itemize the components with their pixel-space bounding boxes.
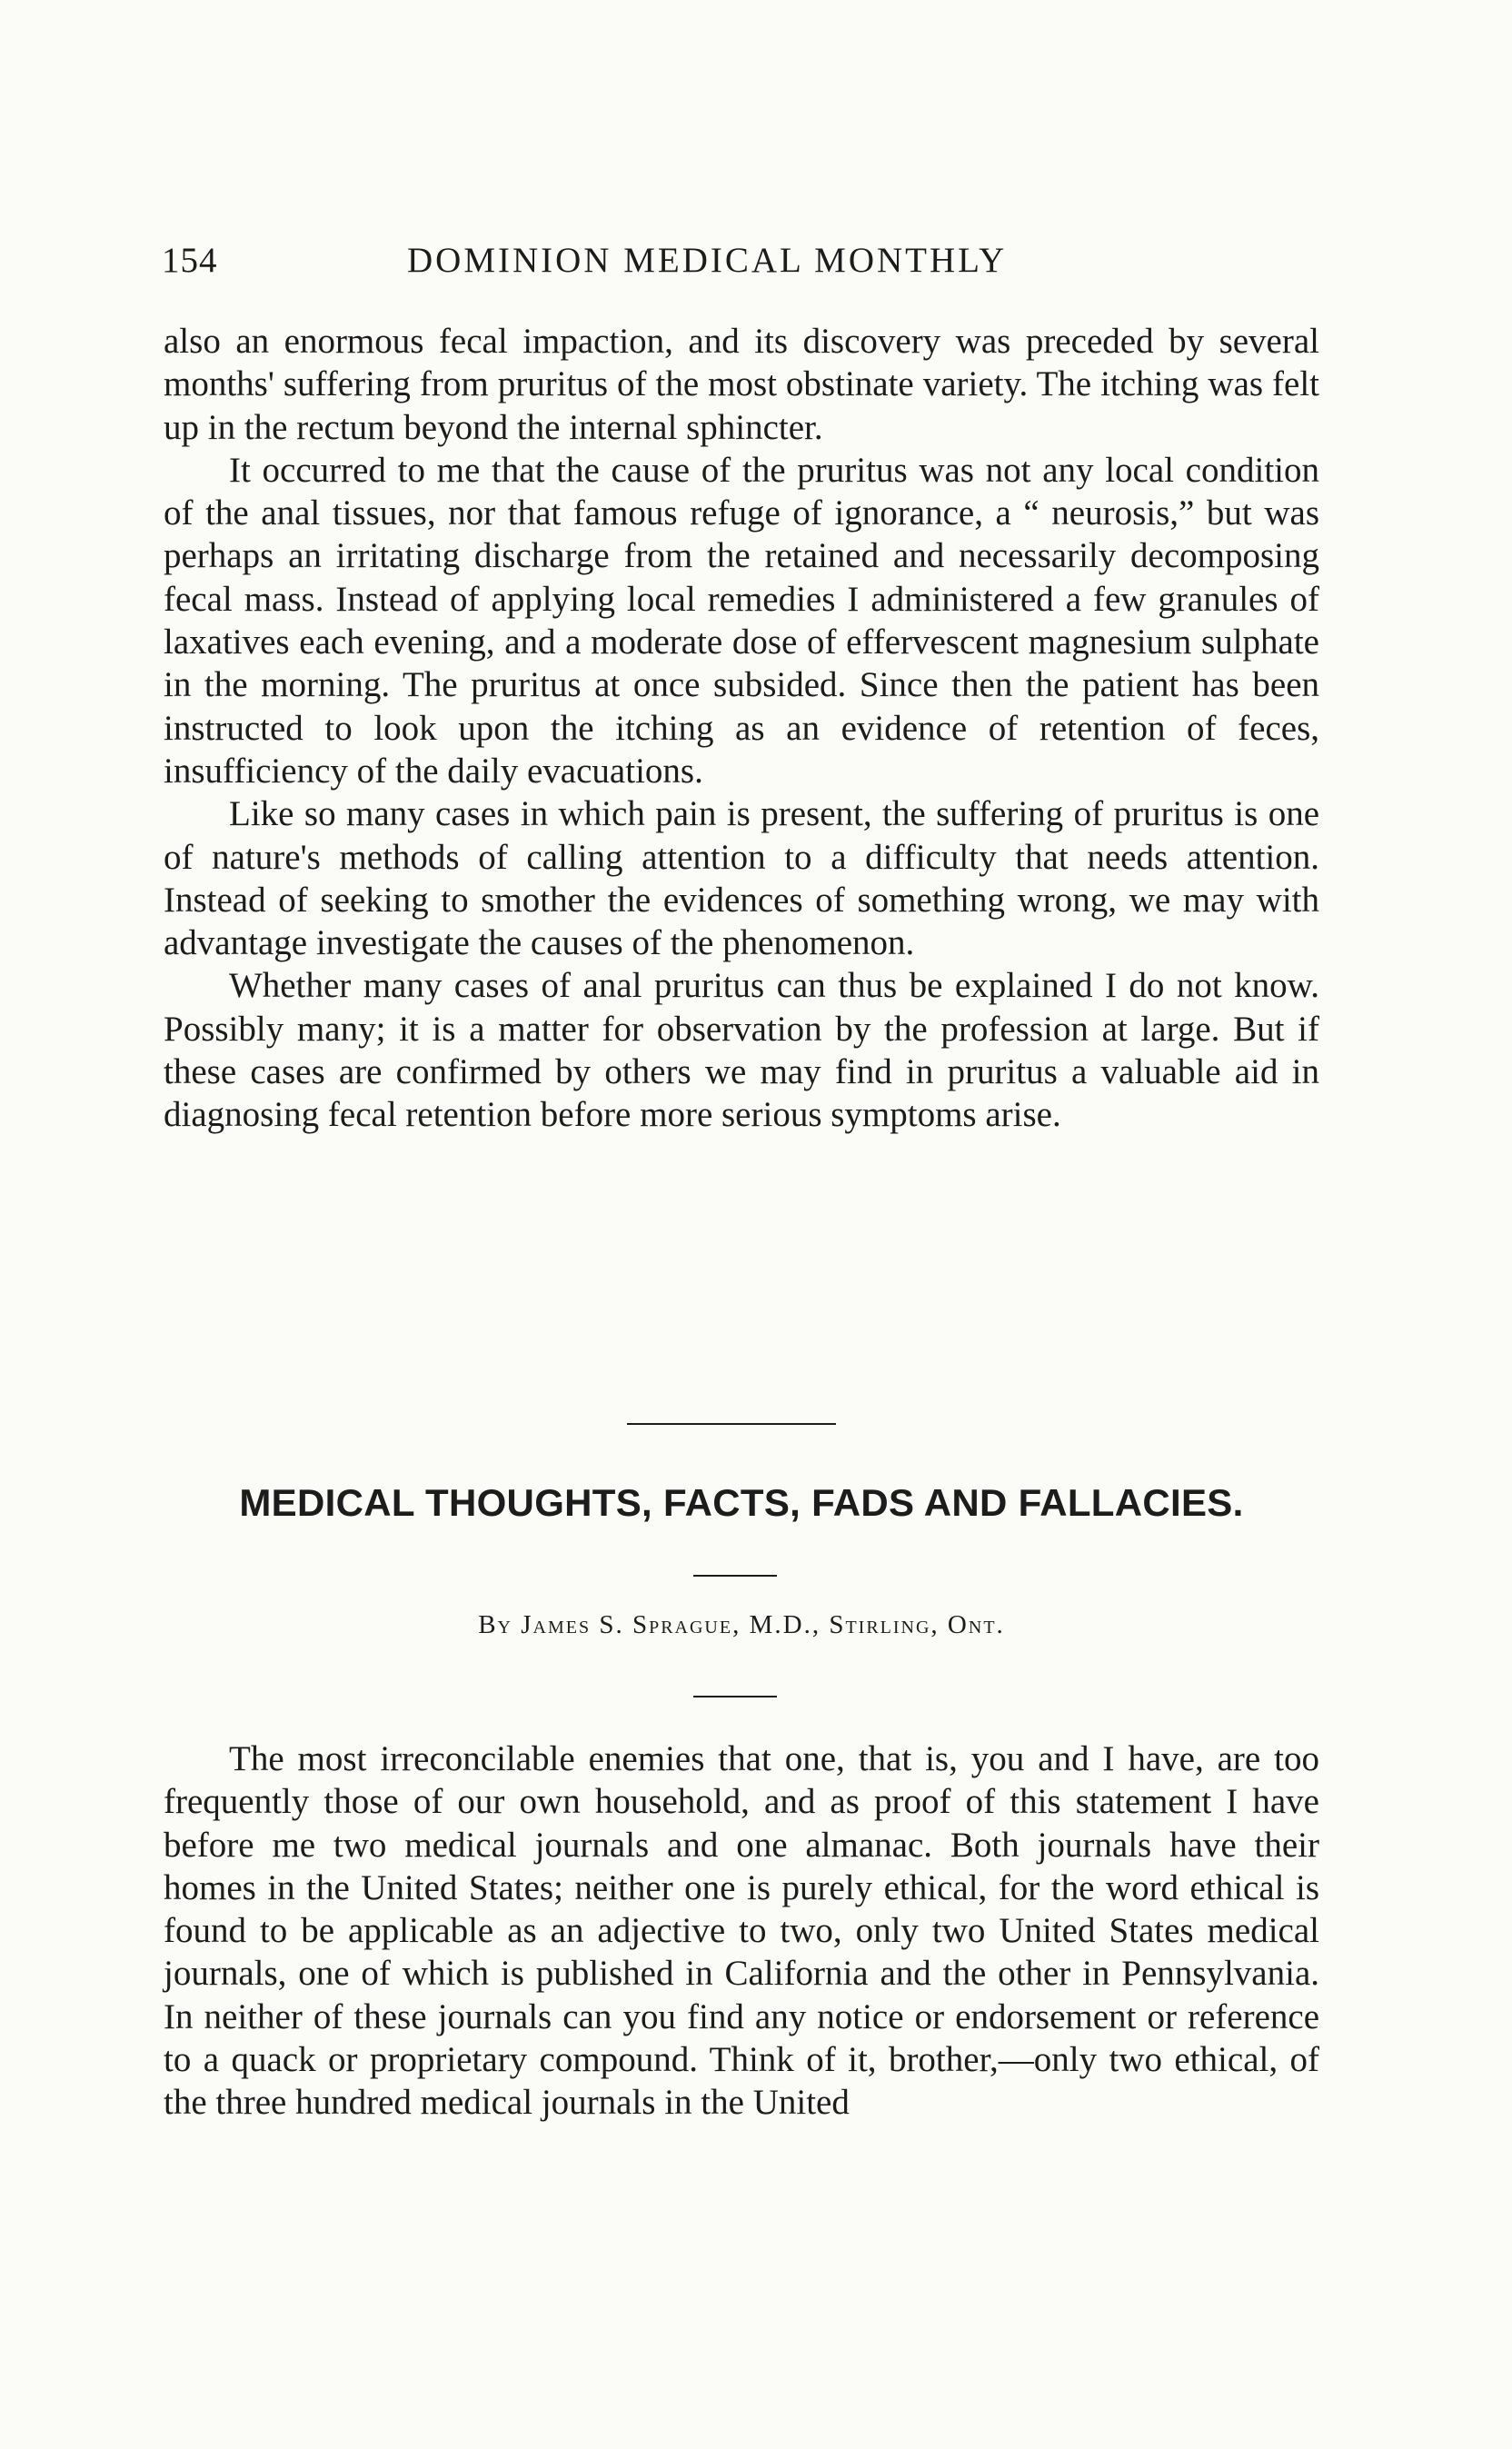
continued-article-body: [164, 320, 1319, 1137]
title-rule: [693, 1575, 777, 1577]
body-paragraph: Like so many cases in which pain is present, the suffering of pruritus is one of nature's methods of calling attention to a difficulty that needs attention. Instead of seeking to smother the evidences of something wrong, we may with advantage investigate the causes of the phenomenon.: [164, 794, 1319, 963]
article-paragraph: The most irreconcilable enemies that one, that is, you and I have, are too frequently those of our own household, and as proof of this statement I have before me two medical journals and one almanac. Both journals have their homes in the United States; neither one is purely ethical, for the word ethical is found to be applicable as an adjective to two, only two United States medical journals, one of which is published in California and the other in Pennsylvania. In neither of these journals can you find any notice or endorsement or reference to a quack or proprietary compound. Think of it, brother,—only two ethical, of the three hundred medical journals in the United: [164, 1739, 1319, 2123]
article-byline: By James S. Sprague, M.D., Stirling, Ont.: [478, 1610, 1005, 1639]
body-paragraph: It occurred to me that the cause of the pruritus was not any local condition of the anal tissues, nor that famous refuge of ignorance, a “ neurosis,” but was perhaps an irritating discharge from the retained and necessarily decomposing fecal mass. Instead of applying local remedies I administered a few granules of laxatives each evening, and a moderate dose of effervescent magnesium sulphate in the morning. The pruritus at once subsided. Since then the patient has been instructed to look upon the itching as an evidence of retention of feces, insufficiency of the daily evacuations.: [164, 450, 1319, 791]
page-number: 154: [162, 241, 218, 280]
running-head: [162, 238, 1070, 284]
article-title: MEDICAL THOUGHTS, FACTS, FADS AND FALLACIES.: [239, 1481, 1244, 1524]
article-body: [164, 1737, 1319, 2125]
body-paragraph: Whether many cases of anal pruritus can thus be explained I do not know. Possibly many; it is a matter for observation by the profession at large. But if these cases are confirmed by others we may find in pruritus a valuable aid in diagnosing fecal retention before more serious symptoms arise.: [164, 966, 1319, 1135]
journal-title: DOMINION MEDICAL MONTHLY: [407, 241, 1008, 280]
body-paragraph: also an enormous fecal impaction, and its discovery was preceded by several months' suffering from pruritus of the most obstinate variety. The itching was felt up in the rectum beyond the internal sphincter.: [164, 322, 1319, 447]
byline-rule: [693, 1696, 777, 1697]
section-divider-rule: [627, 1423, 836, 1425]
